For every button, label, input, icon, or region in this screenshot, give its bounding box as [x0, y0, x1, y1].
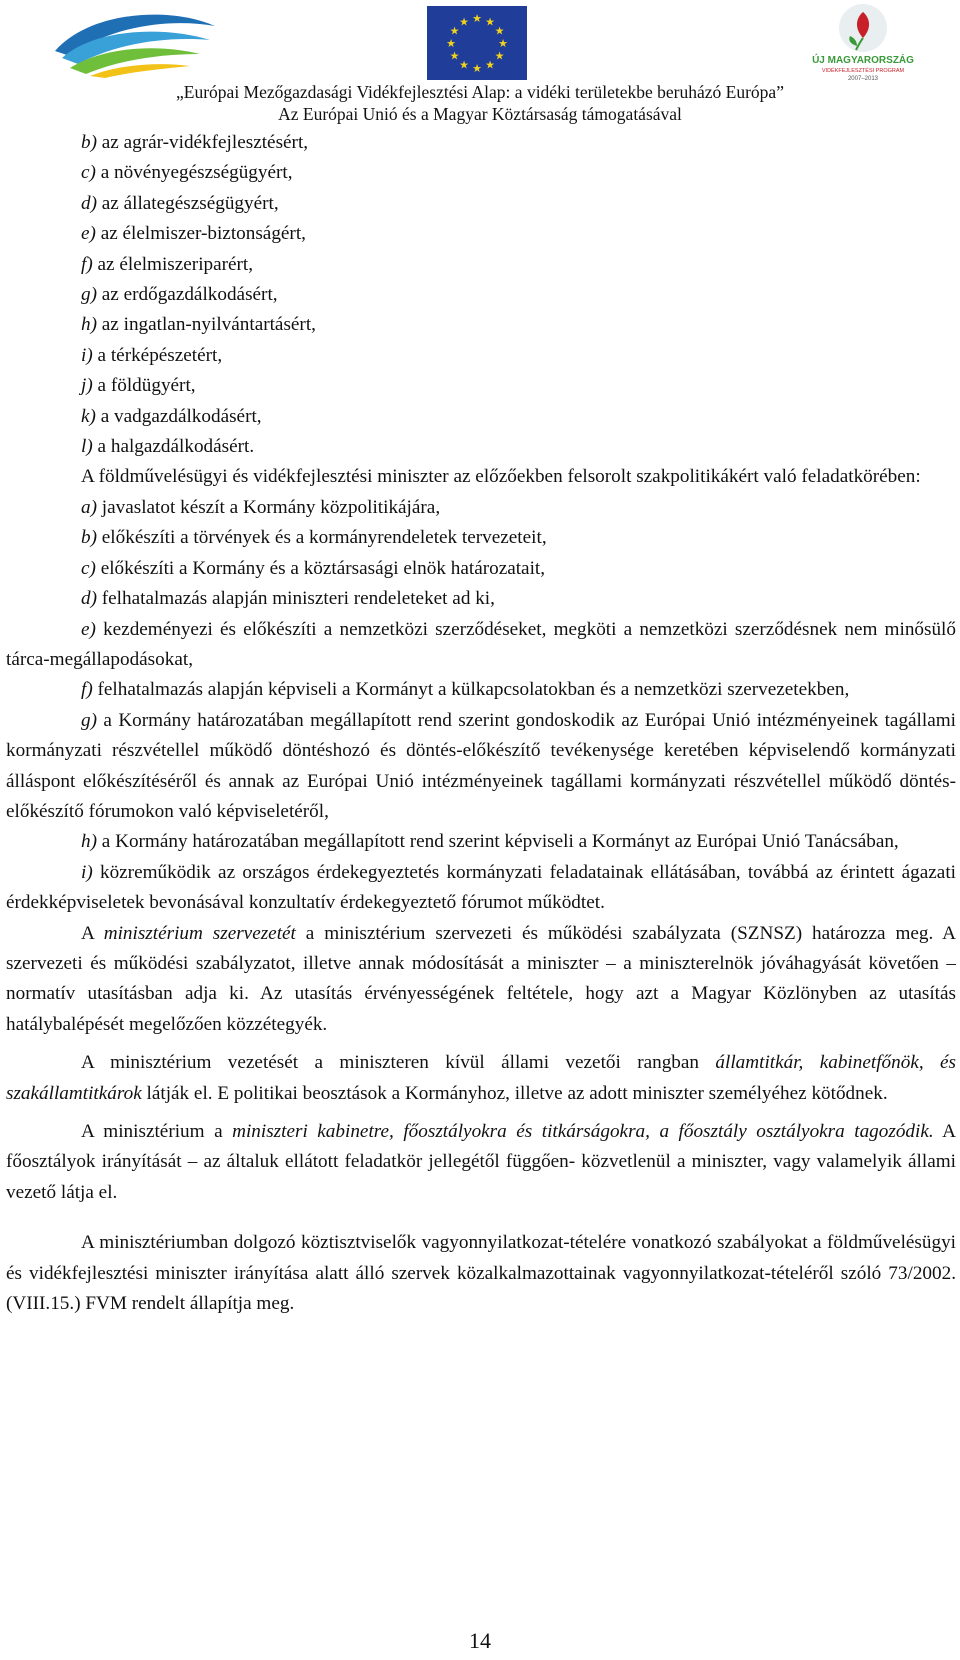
list-item: [6, 858, 956, 919]
list-item: [6, 310, 956, 340]
list-item-marker: f): [81, 253, 93, 275]
list-item-text: előkészíti a törvények és a kormányrendeletek tervezeteit,: [96, 527, 547, 549]
svg-text:★: ★: [449, 49, 460, 63]
paragraph-leadership: A minisztérium vezetését a miniszteren kívül állami vezetői rangban államtitkár, kabinetfőnök, és szakállamtitkárok látják el. E politikai beosztások a Kormányhoz, illetve az adott miniszter személyéhez kötődnek.: [6, 1052, 956, 1104]
list-item-text: a földügyért,: [92, 375, 196, 397]
list-item: [6, 615, 956, 676]
list-item-text: a növényegészségügyért,: [95, 162, 293, 184]
svg-text:★: ★: [494, 24, 505, 38]
list-item: [6, 371, 956, 401]
list-item: [6, 554, 956, 584]
list-item: [6, 493, 956, 523]
paragraph-structure: A minisztérium a miniszteri kabinetre, főosztályokra és titkárságokra, a főosztály osztályokra tagozódik. A főosztályok irányítását – az általuk ellátott feladatkör jellegétől függően- közvetlenül a miniszter, vagy valamelyik állami vezető látja el.: [6, 1121, 956, 1203]
list-item-marker: c): [81, 557, 96, 579]
svg-text:2007–2013: 2007–2013: [847, 76, 879, 82]
list-item-text: az erdőgazdálkodásért,: [96, 284, 278, 306]
list-item-marker: h): [81, 314, 97, 336]
responsibility-list: [6, 128, 956, 462]
list-item-text: a Kormány határozatában megállapított rend szerint képviseli a Kormányt az Európai Unió Tanácsában,: [96, 831, 899, 853]
list-item-marker: h): [81, 831, 97, 853]
svg-text:★: ★: [485, 15, 495, 29]
list-item-marker: b): [81, 132, 97, 153]
list-item-marker: i): [81, 344, 93, 366]
list-item-text: a térképészetért,: [92, 344, 223, 366]
list-item-marker: d): [81, 588, 97, 610]
list-item-marker: e): [81, 223, 96, 245]
svg-text:VIDÉKFEJLESZTÉSI PROGRAM: VIDÉKFEJLESZTÉSI PROGRAM: [821, 68, 905, 74]
paragraph-asset-declaration: A minisztériumban dolgozó köztisztviselők vagyonnyilatkozat-tételére vonatkozó szabályokat a földművelésügyi és vidékfejlesztési miniszter irányítása alatt álló szervek közalkalmazottainak vagyonnyilatkozat-tételéről szóló 73/2002.(VIII.15.) FVM rendelt állapítja meg.: [6, 1232, 956, 1315]
svg-text:★: ★: [459, 15, 469, 29]
list-item-marker: e): [81, 618, 96, 640]
header-subtitle: Az Európai Unió és a Magyar Köztársaság támogatásával: [278, 104, 682, 124]
intro-paragraph: A földművelésügyi és vidékfejlesztési miniszter az előzőekben felsorolt szakpolitikákért való feladatkörében:: [81, 466, 921, 488]
list-item: [6, 219, 956, 249]
list-item: [6, 402, 956, 432]
list-item: [6, 432, 956, 462]
eu-flag-icon: [427, 6, 527, 80]
list-item: [6, 706, 956, 828]
list-item-marker: i): [81, 861, 93, 883]
list-item-text: az állategészségügyért,: [96, 192, 279, 214]
list-item-marker: g): [81, 284, 97, 306]
list-item: [6, 128, 956, 158]
list-item-text: az élelmiszer-biztonságért,: [95, 223, 306, 245]
list-item-marker: f): [81, 679, 93, 701]
svg-text:★: ★: [446, 37, 456, 50]
list-item: [6, 523, 956, 553]
task-list: [6, 493, 956, 615]
list-item: [6, 280, 956, 310]
list-item-text: az élelmiszeriparért,: [92, 253, 254, 275]
list-item-text: az agrár-vidékfejlesztésért,: [96, 132, 309, 153]
task-list-paragraphs: [6, 615, 956, 919]
list-item-marker: l): [81, 436, 93, 458]
list-item: [6, 158, 956, 188]
list-item-marker: a): [81, 496, 97, 518]
list-item: [6, 341, 956, 371]
list-item-text: előkészíti a Kormány és a köztársasági elnök határozatait,: [95, 557, 546, 579]
svg-text:★: ★: [459, 58, 469, 72]
list-item-text: a halgazdálkodásért.: [92, 436, 255, 458]
svg-text:★: ★: [449, 24, 460, 38]
list-item-marker: k): [81, 405, 96, 427]
list-item: [6, 675, 956, 705]
list-item-marker: b): [81, 527, 97, 549]
svg-text:ÚJ MAGYARORSZÁG: ÚJ MAGYARORSZÁG: [812, 55, 914, 66]
list-item: [6, 189, 956, 219]
list-item-marker: g): [81, 709, 97, 731]
list-item-text: felhatalmazás alapján képviseli a Kormányt a külkapcsolatokban és a nemzetközi szervezetekben,: [92, 679, 850, 701]
svg-text:★: ★: [472, 62, 482, 75]
paragraph-organization: A minisztérium szervezetét a minisztérium szervezeti és működési szabályzata (SZNSZ) határozza meg. A szervezeti és működési szabályzatot, illetve annak módosítását a miniszter – a miniszterelnök jóváhagyását követően – normatív utasításban adja ki. Az utasítás érvényességének feltétele, hogy azt a Magyar Közlönyben az utasítás hatálybalépését megelőzően közzétegyék.: [6, 922, 956, 1035]
document-body: [6, 128, 956, 1319]
list-item-marker: c): [81, 162, 96, 184]
svg-text:★: ★: [494, 49, 505, 63]
svg-text:★: ★: [485, 58, 495, 72]
list-item-text: közreműködik az országos érdekegyeztetés kormányzati feladatainak ellátásában, továbbá az érintett ágazati érdekképviseletek bevonásával konzultatív érdekegyeztető fórumot működtet.: [6, 861, 956, 914]
list-item: [6, 584, 956, 614]
uj-magyarorszag-logo-icon: [808, 2, 918, 84]
page-header: [0, 0, 960, 125]
header-title: „Európai Mezőgazdasági Vidékfejlesztési Alap: a vidéki területekbe beruházó Európa”: [176, 82, 784, 102]
page-number: 14: [469, 1628, 491, 1653]
list-item-marker: d): [81, 192, 97, 214]
list-item-text: javaslatot készít a Kormány közpolitikájára,: [96, 496, 441, 518]
list-item-text: a Kormány határozatában megállapított rend szerint gondoskodik az Európai Unió intézményeinek tagállami kormányzati részvétellel működő döntéshozó és döntés-előkészítő tevékenysége keretében képviselendő kormányzati álláspont előkészítéséről és annak az Európai Unió intézményeinek tagállami kormányzati részvétellel működő döntés-előkészítő fórumokon való képviseletéről,: [6, 709, 956, 822]
list-item-text: az ingatlan-nyilvántartásért,: [96, 314, 316, 336]
list-item: [6, 827, 956, 857]
svg-text:★: ★: [498, 37, 508, 50]
list-item-text: felhatalmazás alapján miniszteri rendeleteket ad ki,: [96, 588, 495, 610]
list-item-text: kezdeményezi és előkészíti a nemzetközi szerződéseket, megköti a nemzetközi szerződésnek nem minősülő tárca-megállapodásokat,: [6, 618, 956, 670]
emva-logo-icon: [50, 6, 220, 78]
list-item-marker: j): [81, 375, 93, 397]
svg-text:★: ★: [472, 12, 482, 25]
list-item-text: a vadgazdálkodásért,: [95, 405, 262, 427]
list-item: [6, 250, 956, 280]
